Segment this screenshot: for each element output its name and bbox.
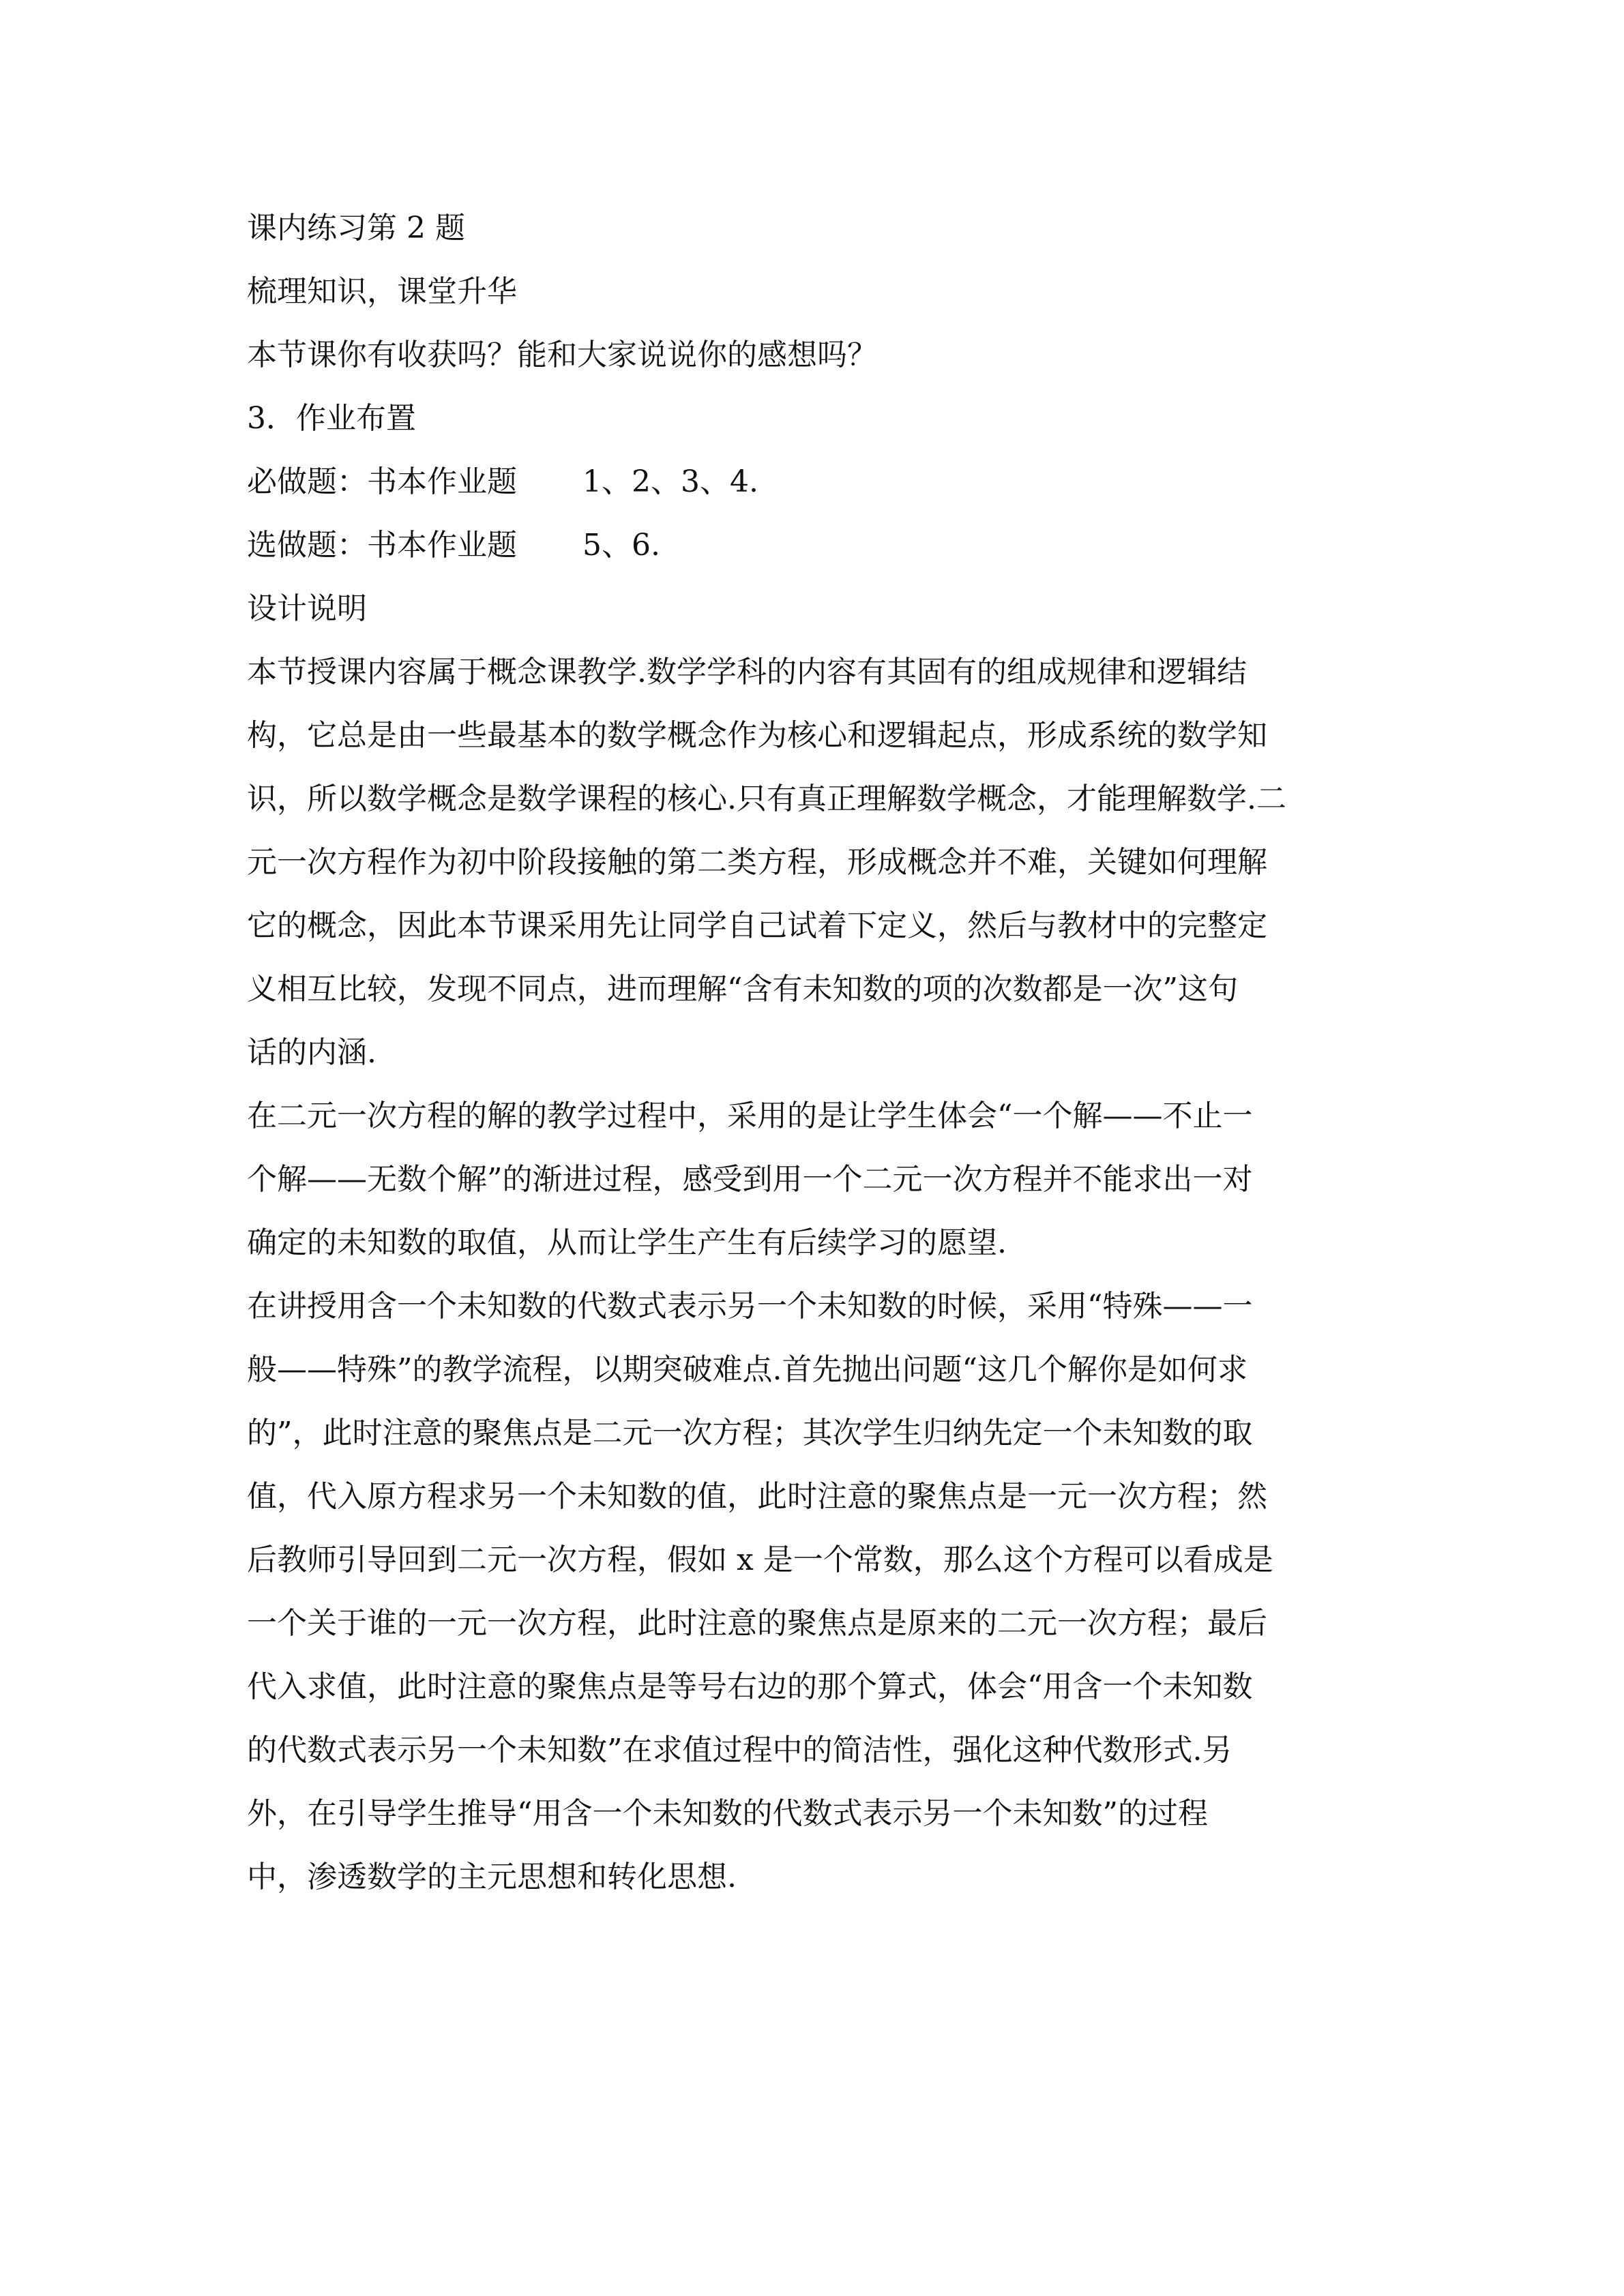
paragraph-line: 外，在引导学生推导“用含一个未知数的代数式表示另一个未知数”的过程 xyxy=(247,1796,1208,1831)
paragraph-line: 它的概念，因此本节课采用先让同学自己试着下定义，然后与教材中的完整定 xyxy=(247,908,1267,943)
paragraph-line: 元一次方程作为初中阶段接触的第二类方程，形成概念并不难，关键如何理解 xyxy=(247,845,1267,880)
summary-question: 本节课你有收获吗？能和大家说说你的感想吗？ xyxy=(247,338,877,372)
paragraph-line: 确定的未知数的取值，从而让学生产生有后续学习的愿望. xyxy=(247,1225,1007,1260)
required-homework-label: 必做题：书本作业题 xyxy=(247,464,517,499)
paragraph-line: 中，渗透数学的主元思想和转化思想. xyxy=(247,1860,737,1894)
paragraph-line: 在讲授用含一个未知数的代数式表示另一个未知数的时候，采用“特殊——一 xyxy=(247,1289,1253,1324)
optional-homework xyxy=(247,525,660,566)
required-homework-items: 1、2、3、4. xyxy=(582,464,758,499)
paragraph-line: 的代数式表示另一个未知数”在求值过程中的简洁性，强化这种代数形式.另 xyxy=(247,1733,1232,1768)
paragraph-line: 本节授课内容属于概念课教学.数学学科的内容有其固有的组成规律和逻辑结 xyxy=(247,655,1247,689)
paragraph-line: 后教师引导回到二元一次方程，假如 x 是一个常数，那么这个方程可以看成是 xyxy=(247,1542,1273,1577)
paragraph-line: 值，代入原方程求另一个未知数的值，此时注意的聚焦点是一元一次方程；然 xyxy=(247,1479,1267,1514)
paragraph-line: 识，所以数学概念是数学课程的核心.只有真正理解数学概念，才能理解数学.二 xyxy=(247,781,1286,816)
exercise-line: 课内练习第 2 题 xyxy=(247,211,465,245)
homework-heading: 3．作业布置 xyxy=(247,401,416,436)
paragraph-line: 一个关于谁的一元一次方程，此时注意的聚焦点是原来的二元一次方程；最后 xyxy=(247,1606,1267,1641)
summary-heading: 梳理知识，课堂升华 xyxy=(247,274,517,309)
optional-homework-items: 5、6. xyxy=(582,528,660,563)
paragraph-line: 般——特殊”的教学流程，以期突破难点.首先抛出问题“这几个解你是如何求 xyxy=(247,1352,1247,1387)
design-heading: 设计说明 xyxy=(247,591,367,626)
paragraph-line: 个解——无数个解”的渐进过程，感受到用一个二元一次方程并不能求出一对 xyxy=(247,1162,1253,1197)
optional-homework-label: 选做题：书本作业题 xyxy=(247,528,517,563)
paragraph-line: 话的内涵. xyxy=(247,1035,377,1070)
paragraph-line: 代入求值，此时注意的聚焦点是等号右边的那个算式，体会“用含一个未知数 xyxy=(247,1669,1253,1704)
paragraph-line: 义相互比较，发现不同点，进而理解“含有未知数的项的次数都是一次”这句 xyxy=(247,972,1238,1007)
required-homework xyxy=(247,462,758,503)
paragraph-line: 在二元一次方程的解的教学过程中，采用的是让学生体会“一个解——不止一 xyxy=(247,1099,1253,1133)
paragraph-line: 构，它总是由一些最基本的数学概念作为核心和逻辑起点，形成系统的数学知 xyxy=(247,718,1267,753)
paragraph-line: 的”，此时注意的聚焦点是二元一次方程；其次学生归纳先定一个未知数的取 xyxy=(247,1416,1253,1450)
